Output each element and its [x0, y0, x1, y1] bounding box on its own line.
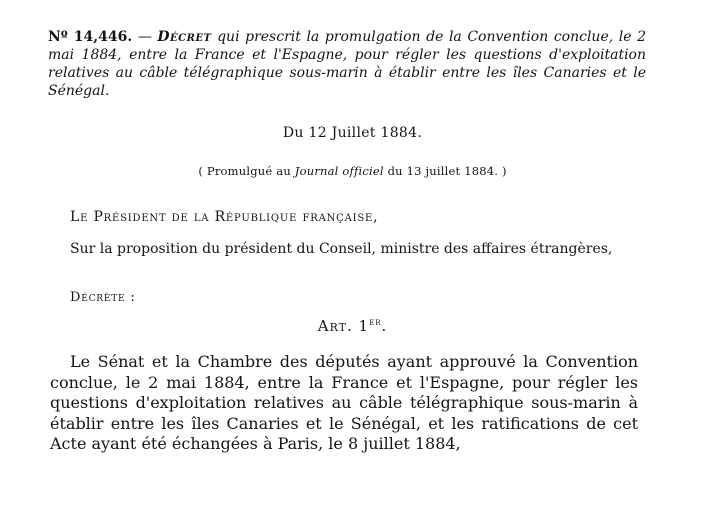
decree-heading: [48, 28, 646, 100]
decree-word: Décret: [157, 29, 212, 45]
article-label: Art. 1: [317, 317, 370, 335]
article-suffix: .: [381, 317, 388, 335]
journal-name: Journal officiel: [294, 164, 384, 178]
promulgation-prefix: ( Promulgué au: [198, 164, 295, 178]
president-heading: Le Président de la République française,: [70, 209, 379, 225]
decree-dash: —: [132, 29, 158, 45]
promulgation-suffix: du 13 juillet 1884. ): [383, 164, 507, 178]
proposition-text: Sur la proposition du président du Conseil, ministre des affaires étrangères,: [70, 241, 613, 257]
article-body-text: Le Sénat et la Chambre des députés ayant approuvé la Convention conclue, le 2 mai 1884, entre la France et l'Espagne, pour régler les questions d'exploitation relatives au câble télégraphique sous-marin à établir entre les îles Canaries et le Sénégal, et les ratifications de cet Acte ayant été échangées à Paris, le 8 juillet 1884,: [50, 352, 638, 453]
proposition-paragraph: [50, 240, 638, 259]
article-heading: [0, 317, 705, 335]
article-paragraph: [50, 352, 638, 455]
article-superscript: er: [369, 317, 382, 328]
decree-date: Du 12 Juillet 1884.: [282, 125, 423, 141]
decrete-label: Décrète :: [70, 290, 136, 305]
decree-number: Nº 14,446.: [48, 29, 133, 45]
promulgation-note: [0, 164, 705, 178]
decree-title: qui prescrit la promulgation de la Convention conclue, le 2 mai 1884, entre la France et l'Espagne, pour régler les questions d'exploitation relatives au câble télégraphique sous-marin à établir entre les îles Canaries et le Sénégal.: [48, 29, 646, 99]
